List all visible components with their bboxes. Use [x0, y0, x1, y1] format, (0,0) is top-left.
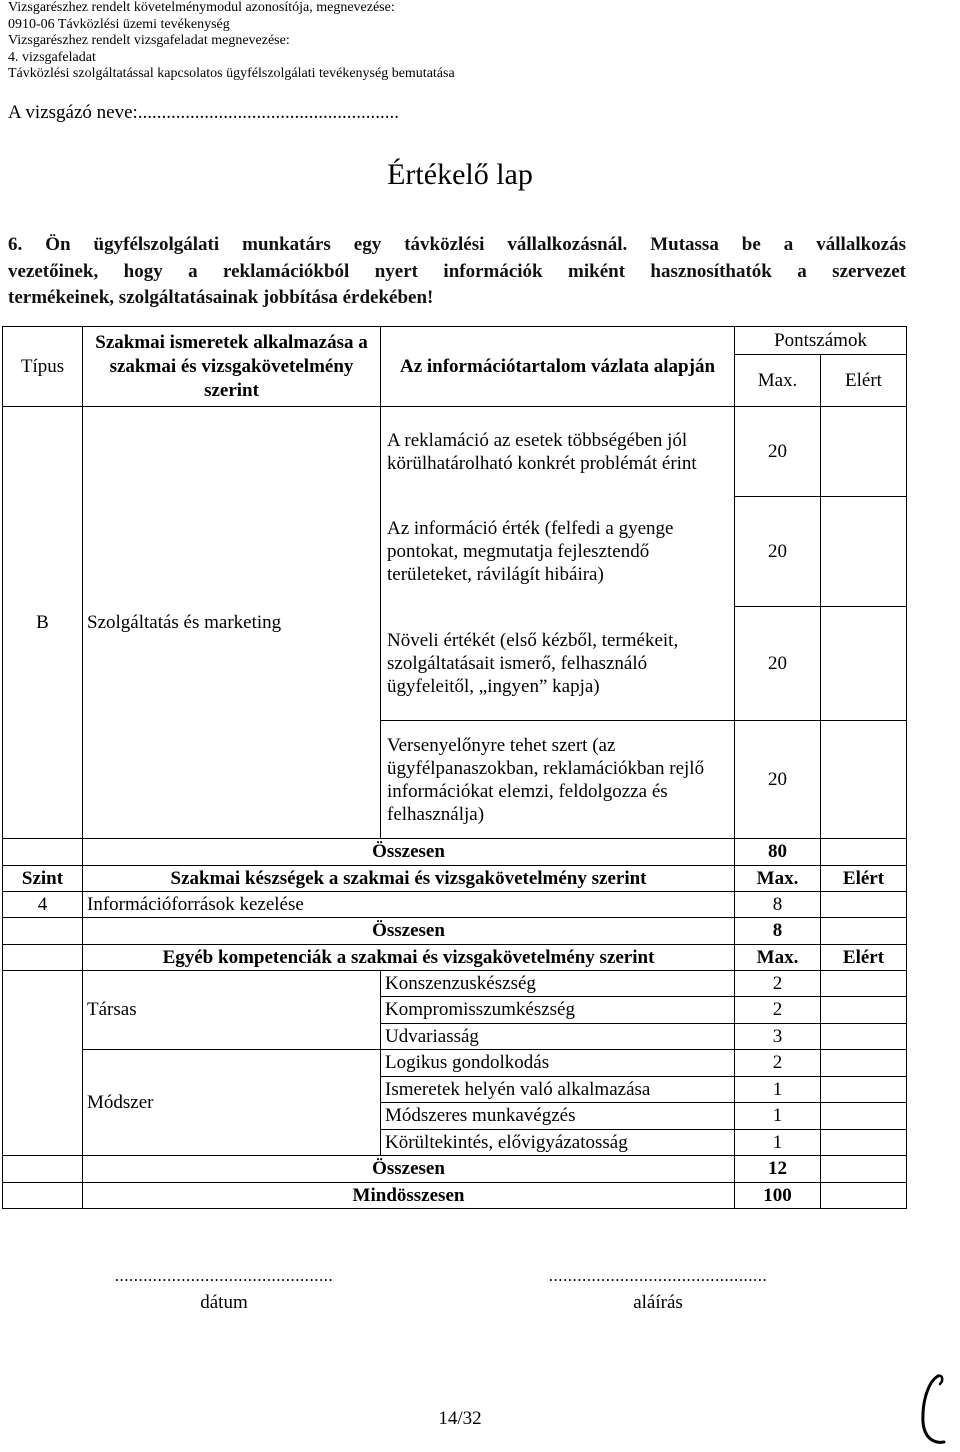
- knowledge-item: Az információ érték (felfedi a gyenge pontokat, megmutatja fejlesztendő területeket, rávilágít hibáira): [381, 497, 735, 607]
- knowledge-item: A reklamáció az esetek többségében jól körülhatárolható konkrét problémát érint: [381, 407, 735, 497]
- col-knowledge-header: Szakmai ismeretek alkalmazása a szakmai és vizsgakövetelmény szerint: [83, 327, 381, 407]
- col-achieved-header: Elért: [821, 355, 907, 407]
- skills-name: Információforrások kezelése: [83, 892, 735, 918]
- page-title: Értékelő lap: [387, 158, 533, 191]
- knowledge-total: 80: [735, 839, 821, 866]
- other-total-label: Összesen: [83, 1156, 735, 1183]
- skills-header: Szakmai készségek a szakmai és vizsgakövetelmény szerint: [83, 866, 735, 892]
- col-content-header: Az információtartalom vázlata alapján: [381, 327, 735, 407]
- skills-total: 8: [735, 918, 821, 945]
- signature-label: aláírás: [633, 1292, 683, 1313]
- handwritten-initial-mark: [914, 1372, 950, 1448]
- task-description: [8, 232, 906, 312]
- method-item: Körültekintés, elővigyázatosság: [381, 1130, 735, 1156]
- task-line: 6. Ön ügyfélszolgálati munkatárs egy távközlési vállalkozásnál. Mutassa be a vállalkozás: [8, 234, 906, 255]
- knowledge-total-achieved: [821, 839, 907, 866]
- header-task-number: 4. vizsgafeladat: [8, 49, 96, 65]
- method-max: 1: [735, 1130, 821, 1156]
- method-achieved-cell: [821, 1130, 907, 1156]
- method-item: Ismeretek helyén való alkalmazása: [381, 1077, 735, 1103]
- social-max: 2: [735, 971, 821, 997]
- signature-block: [508, 1266, 808, 1314]
- method-max: 1: [735, 1103, 821, 1130]
- knowledge-achieved-cell: [821, 497, 907, 607]
- social-group: Társas: [83, 971, 381, 1050]
- col-type-header: Típus: [3, 327, 83, 407]
- grand-total: 100: [735, 1183, 821, 1209]
- knowledge-topic: Szolgáltatás és marketing: [83, 407, 381, 839]
- knowledge-type: B: [3, 407, 83, 839]
- skills-level-header: Szint: [3, 866, 83, 892]
- header-module-name: 0910-06 Távközlési üzemi tevékenység: [8, 16, 230, 32]
- empty-cell: [3, 945, 83, 971]
- header-module-label: Vizsgarészhez rendelt követelménymodul azonosítója, megnevezése:: [8, 0, 395, 15]
- header-task-label: Vizsgarészhez rendelt vizsgafeladat megnevezése:: [8, 33, 290, 48]
- other-achieved-header: Elért: [821, 945, 907, 971]
- method-achieved-cell: [821, 1103, 907, 1130]
- header-task-name: Távközlési szolgáltatással kapcsolatos ügyfélszolgálati tevékenység bemutatása: [8, 66, 455, 81]
- method-item: Logikus gondolkodás: [381, 1050, 735, 1077]
- method-max: 2: [735, 1050, 821, 1077]
- other-total: 12: [735, 1156, 821, 1183]
- task-line: termékeinek, szolgáltatásainak jobbítása érdekében!: [8, 287, 434, 308]
- col-max-header: Max.: [735, 355, 821, 407]
- knowledge-max: 20: [735, 497, 821, 607]
- empty-cell: [3, 971, 83, 1156]
- social-achieved-cell: [821, 971, 907, 997]
- knowledge-achieved-cell: [821, 721, 907, 839]
- knowledge-total-label: Összesen: [83, 839, 735, 866]
- empty-cell: [3, 839, 83, 866]
- knowledge-achieved-cell: [821, 607, 907, 721]
- knowledge-item: Növeli értékét (első kézből, termékeit, szolgáltatásait ismerő, felhasználó ügyfeleitől, „ingyen” kapja): [381, 607, 735, 721]
- signature-line: ..............................................: [548, 1266, 768, 1285]
- skills-level: 4: [3, 892, 83, 918]
- knowledge-max: 20: [735, 721, 821, 839]
- examinee-name-line: A vizsgázó neve:.......................................................: [8, 102, 400, 123]
- other-total-achieved: [821, 1156, 907, 1183]
- empty-cell: [3, 918, 83, 945]
- empty-cell: [3, 1156, 83, 1183]
- skills-max-header: Max.: [735, 866, 821, 892]
- social-max: 2: [735, 997, 821, 1024]
- method-achieved-cell: [821, 1077, 907, 1103]
- method-max: 1: [735, 1077, 821, 1103]
- skills-total-achieved: [821, 918, 907, 945]
- col-points-header: Pontszámok: [735, 327, 907, 355]
- social-item: Udvariasság: [381, 1024, 735, 1050]
- skills-achieved-cell: [821, 892, 907, 918]
- skills-achieved-header: Elért: [821, 866, 907, 892]
- social-achieved-cell: [821, 1024, 907, 1050]
- knowledge-achieved-cell: [821, 407, 907, 497]
- page-number: 14/32: [438, 1408, 482, 1429]
- skills-max: 8: [735, 892, 821, 918]
- document-header: [8, 0, 455, 83]
- social-item: Konszenzuskészség: [381, 971, 735, 997]
- grand-total-label: Mindösszesen: [83, 1183, 735, 1209]
- knowledge-max: 20: [735, 407, 821, 497]
- method-achieved-cell: [821, 1050, 907, 1077]
- other-max-header: Max.: [735, 945, 821, 971]
- knowledge-item: Versenyelőnyre tehet szert (az ügyfélpanaszokban, reklamációkban rejlő információkat elemzi, feldolgozza és felhasználja): [381, 721, 735, 839]
- task-line: vezetőinek, hogy a reklamációkból nyert információk miként hasznosíthatók a szervezet: [8, 260, 906, 282]
- empty-cell: [3, 1183, 83, 1209]
- other-header: Egyéb kompetenciák a szakmai és vizsgakövetelmény szerint: [83, 945, 735, 971]
- skills-total-label: Összesen: [83, 918, 735, 945]
- social-max: 3: [735, 1024, 821, 1050]
- knowledge-max: 20: [735, 607, 821, 721]
- date-line: ..............................................: [114, 1266, 334, 1285]
- date-label: dátum: [200, 1292, 248, 1313]
- evaluation-table: [2, 326, 907, 1209]
- date-signature-block: [74, 1266, 374, 1314]
- method-item: Módszeres munkavégzés: [381, 1103, 735, 1130]
- grand-total-achieved: [821, 1183, 907, 1209]
- social-achieved-cell: [821, 997, 907, 1024]
- social-item: Kompromisszumkészség: [381, 997, 735, 1024]
- method-group: Módszer: [83, 1050, 381, 1156]
